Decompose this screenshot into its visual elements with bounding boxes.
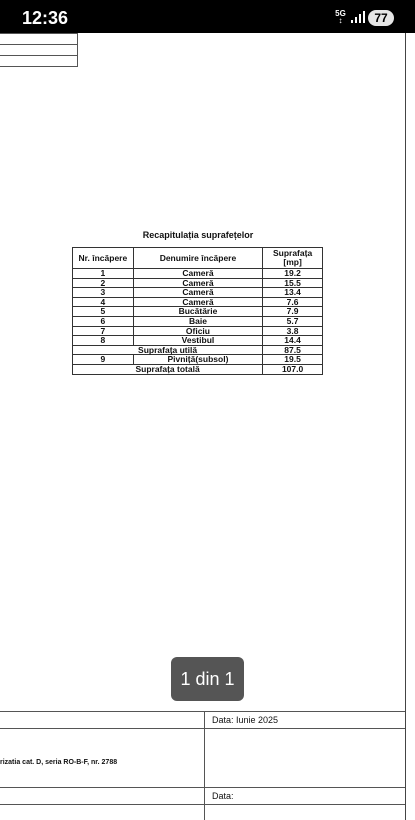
table-header-row (73, 248, 323, 269)
signal-strength-icon (351, 11, 365, 23)
room-area: 15.5 (263, 278, 323, 288)
room-name: Bucătărie (133, 307, 262, 317)
room-area: 5.7 (263, 316, 323, 326)
recap-title: Recapitulația suprafețelor (142, 230, 254, 240)
table-fragment-top (0, 33, 78, 76)
table-row (73, 288, 323, 298)
room-name: Cameră (133, 297, 262, 307)
date-top: Data: Iunie 2025 (212, 715, 279, 725)
room-name: Cameră (133, 269, 262, 279)
divider (0, 804, 405, 805)
room-number: 6 (73, 316, 134, 326)
room-area: 13.4 (263, 288, 323, 298)
room-number: 9 (73, 355, 134, 365)
room-area: 7.6 (263, 297, 323, 307)
room-name: Cameră (133, 288, 262, 298)
header-room-name: Denumire încăpere (133, 248, 262, 269)
table-fragment-row (0, 34, 78, 45)
table-row (73, 269, 323, 279)
title-block (0, 711, 415, 820)
total-area-label: Suprafața totală (73, 364, 263, 374)
divider (204, 711, 205, 820)
total-area-value: 107.0 (263, 364, 323, 374)
room-name: Vestibul (133, 336, 262, 346)
total-area-row (73, 364, 323, 374)
room-name: Pivniță(subsol) (133, 355, 262, 365)
recap-table (72, 247, 323, 375)
status-time: 12:36 (22, 8, 69, 28)
divider (0, 728, 405, 729)
room-name: Oficiu (133, 326, 262, 336)
room-name: Cameră (133, 278, 262, 288)
room-area: 19.2 (263, 269, 323, 279)
room-number: 4 (73, 297, 134, 307)
useful-area-label: Suprafața utilă (73, 345, 263, 355)
room-number: 3 (73, 288, 134, 298)
table-fragment-row (0, 45, 78, 56)
table-row (73, 316, 323, 326)
page-indicator: 1 din 1 (171, 657, 244, 701)
date-bottom: Data: (212, 791, 234, 801)
document-page[interactable] (0, 33, 415, 820)
useful-area-value: 87.5 (263, 345, 323, 355)
room-area: 14.4 (263, 336, 323, 346)
room-number: 1 (73, 269, 134, 279)
room-number: 8 (73, 336, 134, 346)
header-area: Suprafața [mp] (263, 248, 323, 269)
divider (0, 787, 405, 788)
room-number: 7 (73, 326, 134, 336)
room-number: 2 (73, 278, 134, 288)
room-area: 3.8 (263, 326, 323, 336)
network-5g-icon: 5G ↕ (335, 9, 346, 25)
table-row (73, 355, 323, 365)
room-area: 7.9 (263, 307, 323, 317)
divider (0, 711, 405, 712)
status-bar (0, 0, 415, 33)
page-border-line (405, 33, 406, 820)
battery-icon: 77 (368, 10, 394, 26)
table-row (73, 336, 323, 346)
room-name: Baie (133, 316, 262, 326)
room-area: 19.5 (263, 355, 323, 365)
header-room-number: Nr. încăpere (73, 248, 134, 269)
table-fragment-row (0, 56, 78, 67)
authorization-text: rizatia cat. D, seria RO-B-F, nr. 2788 (0, 759, 118, 766)
room-number: 5 (73, 307, 134, 317)
